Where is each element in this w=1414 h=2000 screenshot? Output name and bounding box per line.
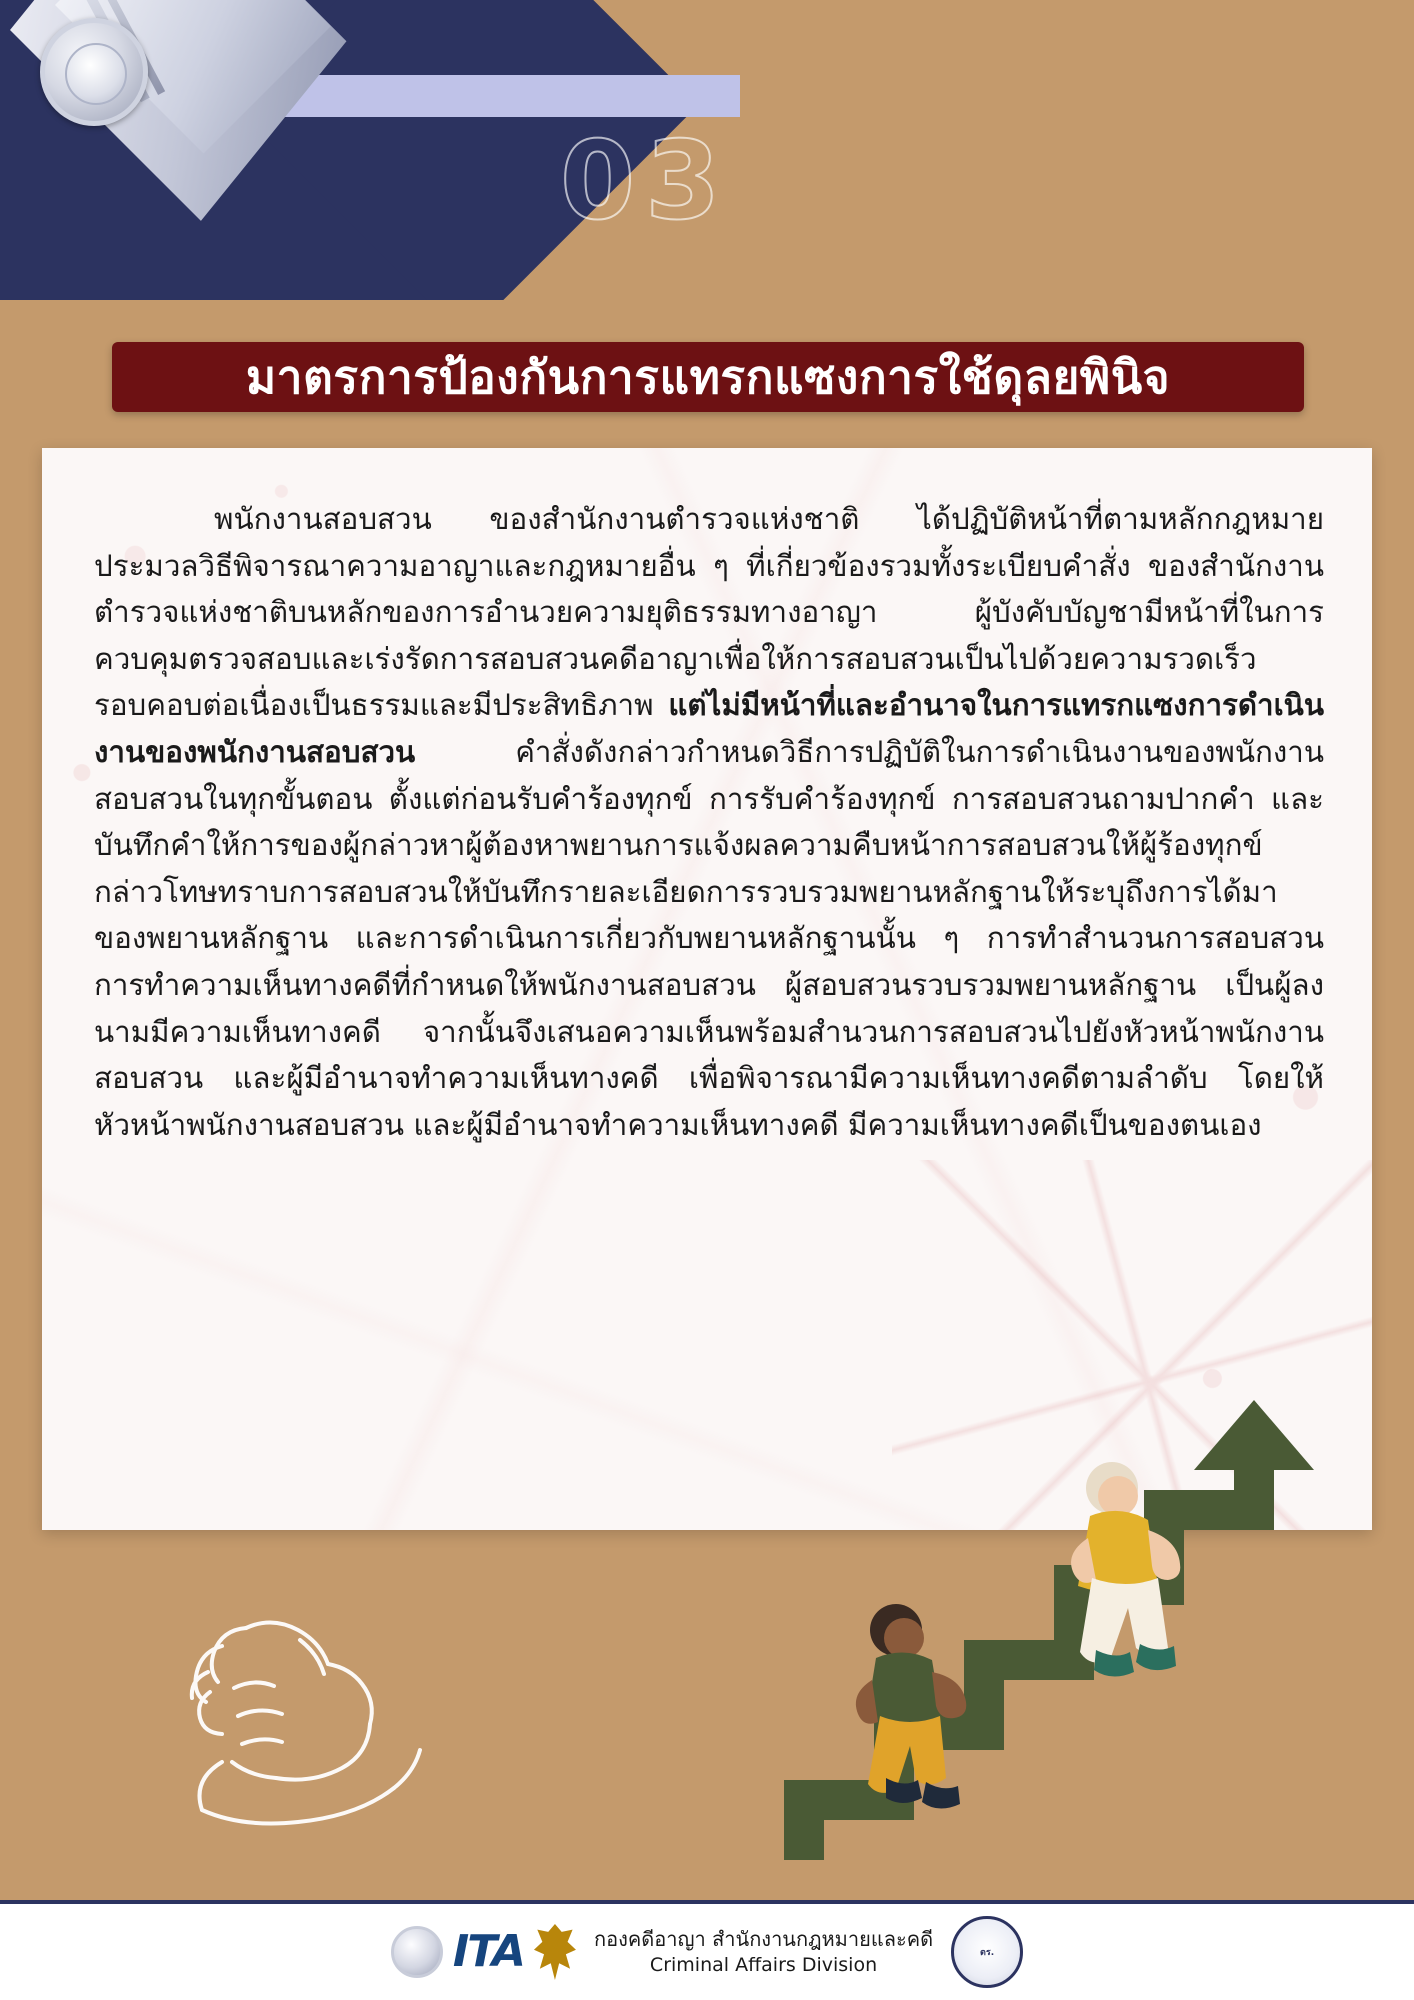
footer-organization [594,1926,933,1979]
footer-org-thai: กองคดีอาญา สำนักงานกฎหมายและคดี [593,1926,934,1951]
people-climbing-arrow-illustration [744,1380,1384,1880]
body-paragraph-tail: คำสั่งดังกล่าวกำหนดวิธีการปฏิบัติในการดำเนินงานของพนักงานสอบสวนในทุกขั้นตอน ตั้งแต่ก่อนรับคำร้องทุกข์ การรับคำร้องทุกข์ การสอบสวนถามปากคำ และบันทึกคำให้การของผู้กล่าวหาผู้ต้องหาพยานการแจ้งผลความคืบหน้าการสอบสวนให้ผู้ร้องทุกข์กล่าวโทษทราบการสอบสวนให้บันทึกรายละเอียดการรวบรวมพยานหลักฐานให้ระบุถึงการได้มาของพยานหลักฐาน และการดำเนินการเกี่ยวกับพยานหลักฐานนั้น ๆ การทำสำนวนการสอบสวน การทำความเห็นทางคดีที่กำหนดให้พนักงานสอบสวน ผู้สอบสวนรวบรวมพยานหลักฐาน เป็นผู้ลงนามมีความเห็นทางคดี จากนั้นจึงเสนอความเห็นพร้อมสำนวนการสอบสวนไปยังหัวหน้าพนักงานสอบสวน และผู้มีอำนาจทำความเห็นทางคดี เพื่อพิจารณามีความเห็นทางคดีตามลำดับ โดยให้หัวหน้าพนักงานสอบสวน และผู้มีอำนาจทำความเห็นทางคดี มีความเห็นทางคดีเป็นของตนเอง [94,735,1324,1142]
page-title: มาตรการป้องกันการแทรกแซงการใช้ดุลยพินิจ [245,349,1171,404]
content-card [42,448,1372,1530]
ita-logo: ITA [452,1926,524,1977]
body-paragraph-emphasis: แต่ไม่มีหน้าที่และอำนาจในการแทรกแซงการดำเนินงานของพนักงานสอบสวน [94,688,1324,770]
body-text-block [42,448,1372,1179]
body-paragraph-lead: พนักงานสอบสวน ของสำนักงานตำรวจแห่งชาติ ได้ปฏิบัติหน้าที่ตามหลักกฎหมายประมวลวิธีพิจารณาความอาญาและกฎหมายอื่น ๆ ที่เกี่ยวข้องรวมทั้งระเบียบคำสั่ง ของสำนักงานตำรวจแห่งชาติบนหลักของการอำนวยความยุติธรรมทางอาญา ผู้บังคับบัญชามีหน้าที่ในการควบคุมตรวจสอบและเร่งรัดการสอบสวนคดีอาญาเพื่อให้การสอบสวนเป็นไปด้วยความรวดเร็วรอบคอบต่อเนื่องเป็นธรรมและมีประสิทธิภาพ [94,502,1324,723]
footer-logos [391,1924,576,1980]
page-footer [0,1900,1414,2000]
footer-org-english: Criminal Affairs Division [649,1953,878,1976]
police-seal-icon [951,1916,1023,1988]
section-number: 03 [560,119,731,244]
title-banner [112,342,1304,412]
medal-emblem-icon [22,0,172,190]
police-seal-label: ตร. [980,1948,995,1958]
garuda-emblem-icon [534,1924,576,1980]
arrow-staircase-shape [784,1400,1314,1860]
fist-line-art-icon [150,1580,440,1840]
medal-disc-shape [40,18,148,126]
ita-disc-icon [391,1926,443,1978]
header-decoration-band [0,0,1414,300]
